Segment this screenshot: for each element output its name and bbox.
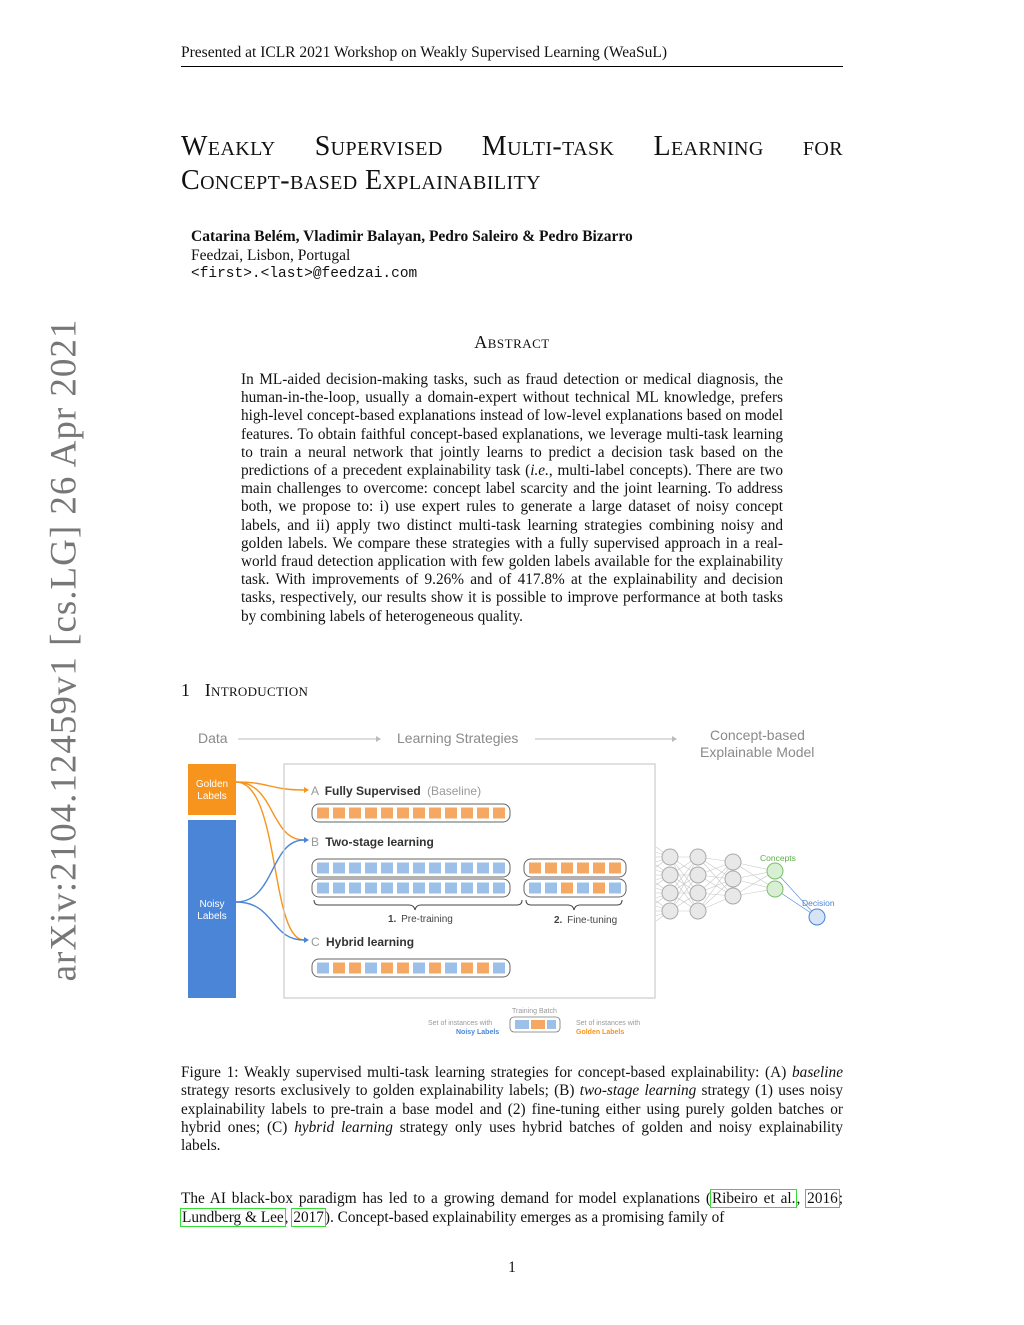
nn-node <box>690 903 706 919</box>
noisy-instance <box>445 883 457 894</box>
strategy-b-title: Two-stage learning <box>325 835 434 849</box>
legend-golden-text-1: Set of instances with <box>576 1020 641 1027</box>
noisy-instance <box>461 863 473 874</box>
noisy-instance <box>349 883 361 894</box>
noisy-instance <box>477 863 489 874</box>
legend-golden-cell <box>531 1020 545 1029</box>
noisy-instance <box>413 863 425 874</box>
nn-node <box>662 903 678 919</box>
body-text: ; <box>838 1190 844 1207</box>
caption-italic: hybrid learning <box>294 1118 393 1136</box>
batch-golden <box>524 859 626 877</box>
golden-instance <box>429 808 441 819</box>
noisy-instance <box>397 883 409 894</box>
citation-link[interactable]: Lundberg & Lee <box>182 1209 284 1226</box>
finetuning-caption <box>554 915 617 926</box>
noisy-instance <box>445 863 457 874</box>
noisy-instance <box>413 883 425 894</box>
golden-label-1: Golden <box>195 779 229 790</box>
legend-batch-label: Training Batch <box>512 1008 557 1015</box>
noisy-instance <box>365 963 377 974</box>
noisy-instance <box>493 863 505 874</box>
nn-node <box>662 867 678 883</box>
title-line-2: Concept-based Explainability <box>181 165 541 196</box>
decision-node <box>809 909 825 925</box>
golden-instance <box>461 808 473 819</box>
noisy-instance <box>493 963 505 974</box>
nn-node <box>662 885 678 901</box>
golden-instance <box>545 863 557 874</box>
fig-data-label: Data <box>198 730 228 746</box>
nn-node <box>690 885 706 901</box>
strategy-c-letter: C <box>311 935 320 949</box>
noisy-instance <box>317 963 329 974</box>
title-word: Learning <box>653 131 764 162</box>
golden-label-2: Labels <box>197 791 227 802</box>
golden-instance <box>397 963 409 974</box>
legend-noisy-cell <box>515 1020 529 1029</box>
noisy-instance <box>413 963 425 974</box>
citation-link[interactable]: 2017 <box>293 1209 324 1226</box>
section-heading <box>181 680 308 701</box>
strategy-b-heading <box>311 835 434 849</box>
noisy-instance <box>429 863 441 874</box>
caption-part: strategy resorts exclusively to golden explainability labels; (B) <box>181 1082 580 1100</box>
noisy-instance <box>577 883 589 894</box>
noisy-instance <box>365 863 377 874</box>
noisy-instance <box>461 883 473 894</box>
noisy-instance <box>609 883 621 894</box>
pretraining-number: 1. <box>388 914 397 925</box>
noisy-label-2: Labels <box>197 911 227 922</box>
golden-instance <box>477 963 489 974</box>
caption-italic: two-stage learning <box>579 1082 697 1100</box>
legend-noisy-text-2: Noisy Labels <box>456 1029 500 1036</box>
noisy-instance <box>477 883 489 894</box>
batch-noisy <box>312 879 510 897</box>
citation-link[interactable]: 2016 <box>807 1190 838 1207</box>
abstract-part: In ML-aided decision-making tasks, such as fraud detection or medical diagnosis, the human-in-the-loop, usually a domain-expert without technical ML knowledge, prefers high-level concept-based explanations instead of low-level explanations based on model features. To obtain faithful concept-based explanations, we leverage multi-task learning to train a neural network that jointly learns to predict a decision task based on the predictions of a precedent explainability task ( <box>241 371 783 480</box>
author-email: <first>.<last>@feedzai.com <box>191 266 418 282</box>
author-block <box>191 227 633 284</box>
abstract-text <box>241 371 783 626</box>
caption-part: strategy (1) uses noisy explainability labels to pre-train a base model and (2) fine-tuning either using purely golden batches or hybrid ones; (C) <box>181 1082 843 1136</box>
author-names: Catarina Belém, Vladimir Balayan, Pedro Saleiro & Pedro Bizarro <box>191 228 633 245</box>
nn-node <box>662 849 678 865</box>
page-number: 1 <box>508 1259 516 1276</box>
golden-instance <box>317 808 329 819</box>
golden-instance <box>349 963 361 974</box>
noisy-instance <box>529 883 541 894</box>
batch-hybrid <box>524 879 626 897</box>
nn-node <box>725 888 741 904</box>
noisy-instance <box>545 883 557 894</box>
noisy-instance <box>429 883 441 894</box>
golden-instance <box>493 808 505 819</box>
figure-caption <box>181 1064 843 1155</box>
fig-model-label-2: Explainable Model <box>700 744 815 760</box>
author-affiliation: Feedzai, Lisbon, Portugal <box>191 247 351 264</box>
strategy-a-letter: A <box>311 784 319 798</box>
concept-node <box>767 881 783 897</box>
strategy-c-heading <box>311 935 414 949</box>
noisy-instance <box>381 863 393 874</box>
section-title: Introduction <box>204 680 309 700</box>
strategy-c-title: Hybrid learning <box>326 935 415 949</box>
section-number: 1 <box>181 680 191 700</box>
batch-golden <box>312 804 510 822</box>
figure-1 <box>180 722 850 1042</box>
legend-golden-text-2: Golden Labels <box>576 1029 625 1036</box>
batch-hybrid <box>312 959 510 977</box>
golden-instance <box>445 808 457 819</box>
pretraining-label: Pre-training <box>401 914 453 925</box>
golden-instance <box>477 808 489 819</box>
noisy-instance <box>381 883 393 894</box>
pretraining-caption <box>388 914 453 925</box>
noisy-instance <box>333 863 345 874</box>
paper-title <box>181 130 843 198</box>
noisy-label-1: Noisy <box>199 899 225 910</box>
noisy-instance <box>349 863 361 874</box>
body-text: The AI black-box paradigm has led to a growing demand for model explanations ( <box>181 1190 711 1207</box>
nn-nodes <box>662 849 825 925</box>
golden-instance <box>333 808 345 819</box>
body-text: ). Concept-based explainability emerges as a promising family of <box>324 1209 725 1226</box>
caption-part: strategy only uses hybrid batches of golden and noisy explainability labels. <box>181 1118 843 1155</box>
golden-instance <box>561 883 573 894</box>
golden-instance <box>413 808 425 819</box>
noisy-instance <box>397 863 409 874</box>
legend-noisy-text-1: Set of instances with <box>428 1020 493 1027</box>
noisy-instance <box>365 883 377 894</box>
concept-node <box>767 863 783 879</box>
golden-instance <box>381 963 393 974</box>
finetuning-number: 2. <box>554 915 563 926</box>
noisy-instance <box>333 883 345 894</box>
title-word: Supervised <box>314 131 443 162</box>
strategy-b-letter: B <box>311 835 320 849</box>
noisy-instance <box>493 883 505 894</box>
batch-noisy <box>312 859 510 877</box>
decision-label: Decision <box>802 898 835 908</box>
abstract-heading: Abstract <box>474 332 550 352</box>
caption-italic: baseline <box>792 1064 843 1081</box>
title-word: Multi-task <box>481 131 615 162</box>
running-header: Presented at ICLR 2021 Workshop on Weakly Supervised Learning (WeaSuL) <box>181 44 843 67</box>
strategy-a-subtitle: (Baseline) <box>427 784 482 798</box>
golden-instance <box>461 963 473 974</box>
fig-model-label-1: Concept-based <box>710 727 805 743</box>
citation-link[interactable]: Ribeiro et al. <box>711 1190 796 1207</box>
concepts-label: Concepts <box>760 853 796 863</box>
nn-node <box>725 871 741 887</box>
strategy-a-title: Fully Supervised <box>324 784 421 798</box>
golden-instance <box>365 808 377 819</box>
nn-node <box>725 854 741 870</box>
title-word: Weakly <box>181 131 276 162</box>
fig-strategies-label: Learning Strategies <box>397 730 519 746</box>
golden-instance <box>397 808 409 819</box>
golden-instance <box>381 808 393 819</box>
title-word: for <box>802 131 843 162</box>
golden-instance <box>349 808 361 819</box>
legend-noisy-cell <box>547 1020 556 1029</box>
caption-part: Figure 1: Weakly supervised multi-task learning strategies for concept-based explainability: (A) <box>181 1064 793 1081</box>
golden-instance <box>609 863 621 874</box>
golden-instance <box>529 863 541 874</box>
abstract-ie: i.e. <box>530 462 549 480</box>
noisy-instance <box>317 863 329 874</box>
body-text: , <box>284 1209 293 1226</box>
arxiv-identifier: arXiv:2104.12459v1 [cs.LG] 26 Apr 2021 <box>43 318 85 982</box>
intro-paragraph: The AI black-box paradigm has led to a growing demand for model explanations (Ribeiro et al., 2016; Lundberg & Lee, 2017). Concept-based explainability emerges as a promising family of <box>181 1190 844 1226</box>
nn-node <box>690 849 706 865</box>
abstract-part: , multi-label concepts). There are two main challenges to overcome: concept label scarcity and the joint learning. To address both, we propose to: i) use expert rules to generate a large dataset of noisy concept labels, and ii) apply two distinct multi-task learning strategies combining noisy and golden labels. We compare these strategies with a fully supervised approach in a real-world fraud detection application with few golden labels available for the explainability task. With improvements of 9.26% and of 417.8% at the explainability and decision tasks, respectively, our results show it is possible to improve performance at both tasks by combining labels of heterogeneous quality. <box>241 462 783 625</box>
noisy-instance <box>317 883 329 894</box>
noisy-instance <box>445 963 457 974</box>
strategy-a-heading <box>311 784 481 798</box>
nn-node <box>690 867 706 883</box>
finetuning-label: Fine-tuning <box>567 915 618 926</box>
golden-instance <box>561 863 573 874</box>
golden-instance <box>593 863 605 874</box>
golden-instance <box>577 863 589 874</box>
golden-instance <box>429 963 441 974</box>
golden-instance <box>333 963 345 974</box>
golden-instance <box>593 883 605 894</box>
